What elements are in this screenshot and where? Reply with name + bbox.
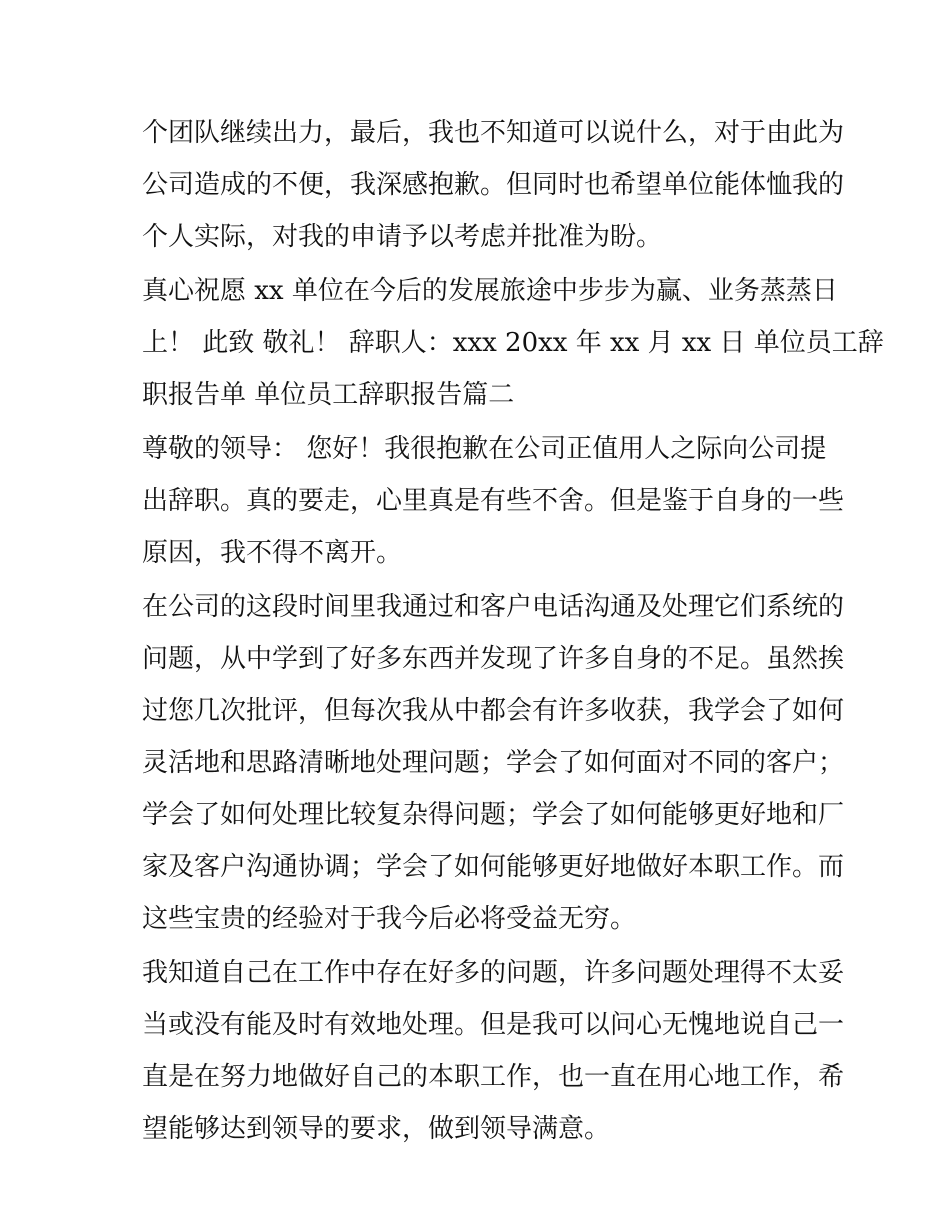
text-line: 灵活地和思路清晰地处理问题；学会了如何面对不同的客户； <box>142 748 845 778</box>
paragraph-greeting <box>142 423 845 579</box>
text-line: 上！ 此致 敬礼！ 辞职人：xxx 20xx 年 xx 月 xx 日 单位员工辞 <box>142 328 884 358</box>
document-body <box>142 107 884 1157</box>
paragraph-closing <box>142 265 884 421</box>
text-line: 原因，我不得不离开。 <box>142 538 403 568</box>
text-line: 个团队继续出力，最后，我也不知道可以说什么，对于由此为 <box>142 118 845 148</box>
text-line: 真心祝愿 xx 单位在今后的发展旅途中步步为赢、业务蒸蒸日 <box>142 276 838 306</box>
text-line: 我知道自己在工作中存在好多的问题，许多问题处理得不太妥 <box>142 958 845 988</box>
text-line: 这些宝贵的经验对于我今后必将受益无穷。 <box>142 904 637 934</box>
text-line: 个人实际，对我的申请予以考虑并批准为盼。 <box>142 222 663 252</box>
paragraph-apology <box>142 107 845 263</box>
text-line: 过您几次批评，但每次我从中都会有许多收获，我学会了如何 <box>142 696 845 726</box>
text-line: 公司造成的不便，我深感抱歉。但同时也希望单位能体恤我的 <box>142 170 845 200</box>
paragraph-experience <box>142 581 845 945</box>
text-line: 问题，从中学到了好多东西并发现了许多自身的不足。虽然挨 <box>142 644 845 674</box>
text-line: 当或没有能及时有效地处理。但是我可以问心无愧地说自己一 <box>142 1010 845 1040</box>
text-line: 望能够达到领导的要求，做到领导满意。 <box>142 1114 611 1144</box>
text-line: 直是在努力地做好自己的本职工作，也一直在用心地工作，希 <box>142 1062 845 1092</box>
text-line: 职报告单 单位员工辞职报告篇二 <box>142 380 515 410</box>
text-line: 尊敬的领导： 您好！我很抱歉在公司正值用人之际向公司提 <box>142 434 827 464</box>
paragraph-self-reflection <box>142 947 845 1155</box>
text-line: 学会了如何处理比较复杂得问题；学会了如何能够更好地和厂 <box>142 800 845 830</box>
text-line: 出辞职。真的要走，心里真是有些不舍。但是鉴于自身的一些 <box>142 486 845 516</box>
text-line: 家及客户沟通协调；学会了如何能够更好地做好本职工作。而 <box>142 852 845 882</box>
text-line: 在公司的这段时间里我通过和客户电话沟通及处理它们系统的 <box>142 592 845 622</box>
